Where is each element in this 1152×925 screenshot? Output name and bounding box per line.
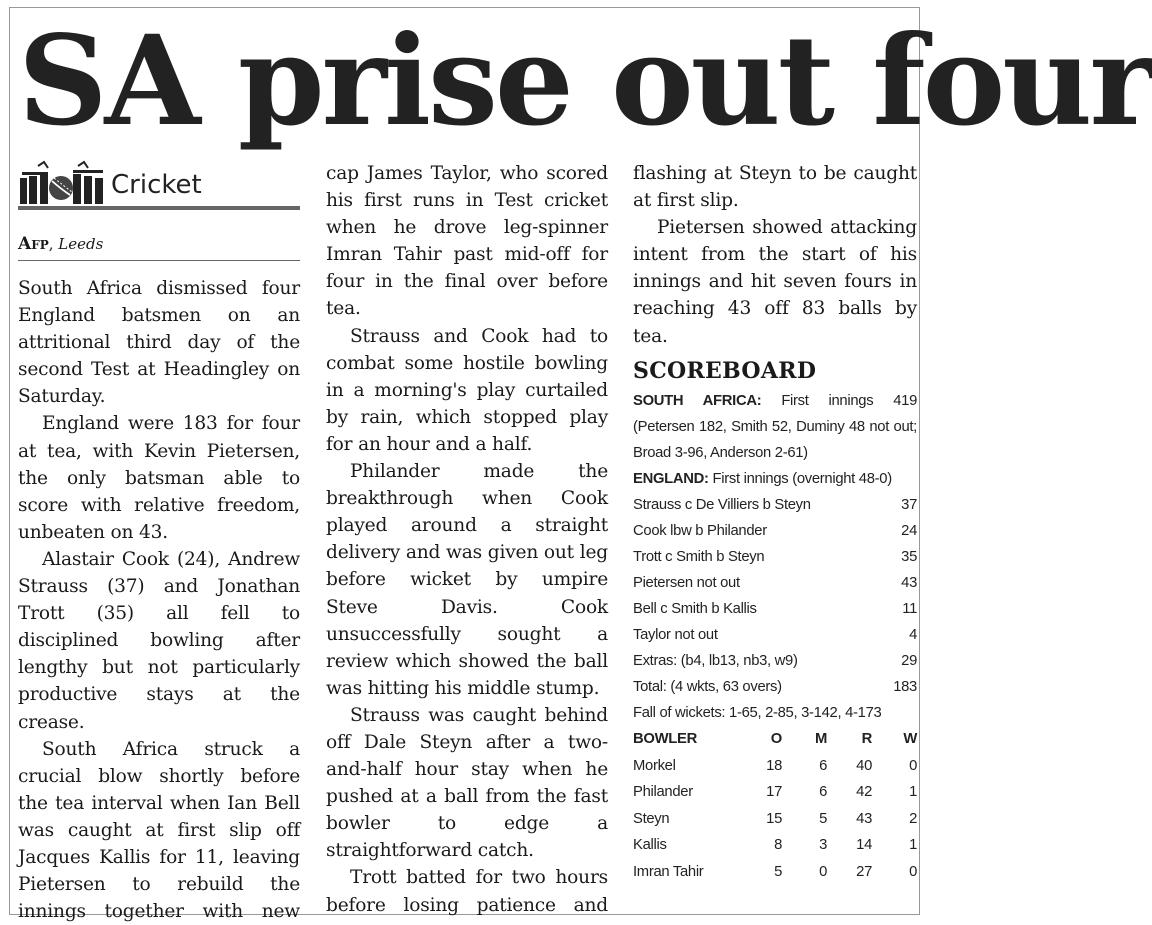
article-column-1 [18,160,300,925]
batsman-runs: 35 [901,548,917,565]
bowler-runs: 43 [856,810,872,827]
article-paragraph: England were 183 for four at tea, with Kevin Pietersen, the only batsman able to score with relative freedom, unbeaten on 43. [18,413,300,543]
section-rule [18,206,300,210]
bowler-maidens: 6 [819,757,827,774]
batsman-runs: 37 [901,496,917,513]
south-africa-innings [633,388,917,466]
section-label: Cricket [111,170,202,200]
batsman-name: Bell c Smith b Kallis [633,600,757,617]
top-border [9,7,920,8]
left-border [9,7,10,915]
bowler-name: Imran Tahir [633,863,704,880]
cricket-stumps-ball-icon [18,162,108,206]
bowler-runs: 27 [856,863,872,880]
bowler-overs: 17 [766,784,782,801]
bowler-wickets: 0 [909,757,917,774]
article-paragraph: Alastair Cook (24), Andrew Strauss (37) and Jonathan Trott (35) all fell to disciplined bowling after lengthy but not particularly productive stays at the crease. [18,548,300,733]
batting-row [633,570,917,596]
bowling-row [633,779,917,806]
england-label: ENGLAND: [633,470,709,487]
bowler-name: Morkel [633,757,676,774]
scoreboard [633,388,917,886]
extras-runs: 29 [901,652,917,669]
england-innings-header [633,466,917,492]
section-header [18,160,300,212]
batsman-name: Trott c Smith b Steyn [633,548,765,565]
bowler-overs: 15 [766,810,782,827]
scoreboard-title: SCOREBOARD [633,357,817,384]
bowling-row [633,805,917,832]
bowler-overs: 8 [774,837,782,854]
batting-row [633,622,917,648]
south-africa-label: SOUTH AFRICA: [633,392,762,409]
bowler-name: Philander [633,784,693,801]
article-paragraph: Strauss and Cook had to combat some hostile bowling in a morning's play curtailed by rain, which stopped play for an hour and a half. [326,325,608,455]
batting-row [633,596,917,622]
bowling-table [633,726,917,886]
bowler-maidens: 3 [819,837,827,854]
bowler-runs: 14 [856,837,872,854]
headline: SA prise out four [18,9,1152,154]
article-paragraph: South Africa dismissed four England batsmen on an attritional third day of the second Test at Headingley on Saturday. [18,278,300,408]
england-text: First innings (overnight 48-0) [712,470,892,487]
article-paragraph: Philander made the breakthrough when Cook played around a straight delivery and was given out leg before wicket by umpire Steve Davis. Cook unsuccessfully sought a review which showed the ball was hitting his middle stump. [326,461,608,699]
article-paragraph: South Africa struck a crucial blow shortly before the tea interval when Ian Bell was caught at first slip off Jacques Kallis for 11, leaving Pietersen to rebuild the innings together with new [18,738,300,923]
bowler-maidens: 0 [819,863,827,880]
batsman-runs: 11 [902,600,917,617]
batsman-runs: 4 [909,626,917,643]
bowler-maidens: 5 [819,810,827,827]
total-runs: 183 [893,678,917,695]
bowling-header-row [633,726,917,753]
bowler-wickets: 1 [909,784,917,801]
bowler-runs: 40 [856,757,872,774]
batting-row [633,492,917,518]
bowler-overs: 5 [774,863,782,880]
fall-of-wickets: Fall of wickets: 1-65, 2-85, 3-142, 4-173 [633,704,882,721]
total-label: Total: (4 wkts, 63 overs) [633,678,782,695]
byline-agency: Afp [18,234,49,254]
maidens-column-header: M [814,730,827,747]
article-paragraph: Pietersen showed attacking intent from the start of his innings and hit seven fours in reaching 43 off 83 balls by tea. [633,217,917,347]
bowler-wickets: 0 [909,863,917,880]
article-paragraph: Strauss was caught behind off Dale Steyn after a two-and-half hour stay when he pushed at a ball from the fast bowler to edge a straightforward catch. [326,704,608,862]
bowler-wickets: 2 [909,810,917,827]
article-paragraph: Trott batted for two hours before losing patience and [326,867,608,916]
bowler-maidens: 6 [819,784,827,801]
batting-row [633,518,917,544]
batsman-name: Cook lbw b Philander [633,522,767,539]
byline-location: Leeds [58,235,104,253]
total-row [633,674,917,700]
batsman-runs: 24 [901,522,917,539]
extras-label: Extras: (b4, lb13, nb3, w9) [633,652,798,669]
extras-row [633,648,917,674]
byline-rule [18,260,300,261]
bowler-wickets: 1 [909,837,917,854]
bowler-runs: 42 [856,784,872,801]
bowling-row [633,832,917,859]
batting-row [633,544,917,570]
bowler-name: Steyn [633,810,670,827]
bowling-row [633,752,917,779]
batsman-name: Pietersen not out [633,574,740,591]
south-africa-text: First innings 419 (Petersen 182, Smith 52, Duminy 48 not out; Broad 3-96, Anderson 2-61) [633,392,917,461]
byline: Afp, Leeds [18,234,104,254]
bowling-row [633,859,917,886]
batsman-runs: 43 [901,574,917,591]
batting-list [633,492,917,700]
bowler-name: Kallis [633,837,667,854]
article-column-3 [633,160,917,885]
bowler-column-header: BOWLER [633,730,697,747]
overs-column-header: O [770,730,782,747]
wickets-column-header: W [903,730,917,747]
article-column-2 [326,160,608,919]
batsman-name: Strauss c De Villiers b Steyn [633,496,811,513]
article-paragraph: flashing at Steyn to be caught at first slip. [633,163,917,212]
bowler-overs: 18 [766,757,782,774]
article-paragraph: cap James Taylor, who scored his first runs in Test cricket when he drove leg-spinner Imran Tahir past mid-off for four in the final over before tea. [326,163,608,320]
runs-column-header: R [861,730,872,747]
batsman-name: Taylor not out [633,626,718,643]
